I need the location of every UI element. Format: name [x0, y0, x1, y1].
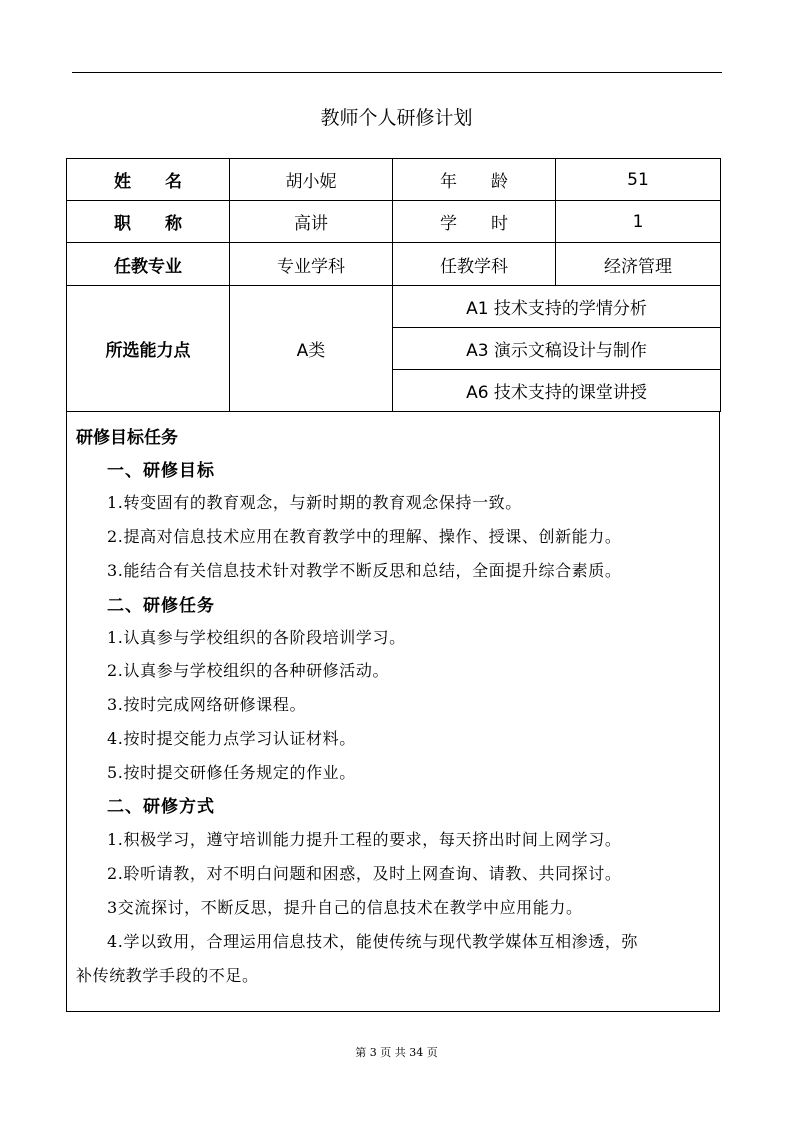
info-table — [66, 158, 721, 412]
major-label: 任教专业 — [67, 243, 230, 286]
list-item: 3.按时完成网络研修课程。 — [107, 695, 307, 714]
section-title: 一、研修目标 — [107, 461, 215, 481]
title-value: 高讲 — [230, 201, 393, 243]
document-title: 教师个人研修计划 — [320, 107, 473, 129]
header-rule — [72, 72, 722, 73]
age-label: 年 龄 — [393, 159, 556, 201]
list-item: 2.提高对信息技术应用在教育教学中的理解、操作、授课、创新能力。 — [107, 527, 622, 546]
hours-label: 学 时 — [393, 201, 556, 243]
list-item: 2.认真参与学校组织的各种研修活动。 — [107, 661, 390, 680]
list-item: 4.按时提交能力点学习认证材料。 — [107, 729, 356, 748]
page-number: 第 3 页 共 34 页 — [355, 1046, 438, 1059]
list-item: 1.积极学习，遵守培训能力提升工程的要求，每天挤出时间上网学习。 — [107, 830, 622, 849]
list-item: 1.转变固有的教育观念，与新时期的教育观念保持一致。 — [107, 493, 522, 512]
major-value: 专业学科 — [230, 243, 393, 286]
section-title: 二、研修任务 — [107, 596, 215, 616]
age-value: 51 — [556, 159, 721, 201]
name-value: 胡小妮 — [230, 159, 393, 201]
ability-point: A6 技术支持的课堂讲授 — [393, 370, 721, 412]
content-heading: 研修目标任务 — [76, 428, 178, 448]
ability-point: A1 技术支持的学情分析 — [393, 286, 721, 328]
list-item: 3交流探讨，不断反思，提升自己的信息技术在教学中应用能力。 — [107, 898, 583, 917]
ability-point: A3 演示文稿设计与制作 — [393, 328, 721, 370]
section-title: 二、研修方式 — [107, 797, 215, 817]
list-item: 4.学以致用，合理运用信息技术，能使传统与现代教学媒体互相渗透，弥 — [107, 932, 639, 951]
subject-value: 经济管理 — [556, 243, 721, 286]
list-item: 补传统教学手段的不足。 — [76, 966, 259, 985]
list-item: 2.聆听请教，对不明白问题和困惑，及时上网查询、请教、共同探讨。 — [107, 864, 622, 883]
list-item: 1.认真参与学校组织的各阶段培训学习。 — [107, 628, 406, 647]
ability-category: A类 — [230, 286, 393, 412]
ability-label: 所选能力点 — [67, 286, 230, 412]
hours-value: 1 — [556, 201, 721, 243]
content-section — [66, 411, 720, 1012]
list-item: 5.按时提交研修任务规定的作业。 — [107, 763, 356, 782]
name-label: 姓 名 — [67, 159, 230, 201]
subject-label: 任教学科 — [393, 243, 556, 286]
list-item: 3.能结合有关信息技术针对教学不断反思和总结，全面提升综合素质。 — [107, 561, 622, 580]
title-label: 职 称 — [67, 201, 230, 243]
